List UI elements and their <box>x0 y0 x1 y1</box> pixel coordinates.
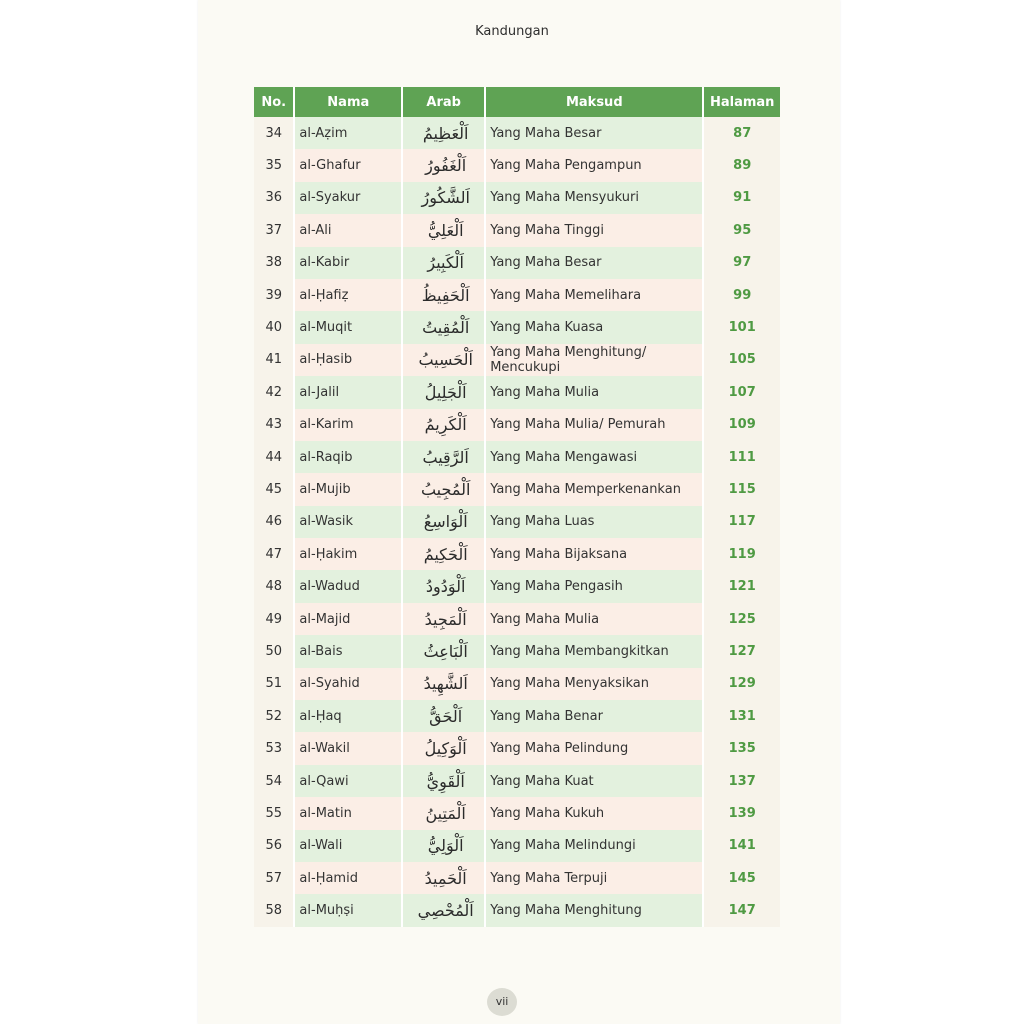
column-header-no: No. <box>254 87 295 117</box>
cell-no: 53 <box>254 732 295 764</box>
cell-halaman: 117 <box>704 506 780 538</box>
cell-maksud: Yang Maha Terpuji <box>486 862 704 894</box>
cell-no: 56 <box>254 830 295 862</box>
column-header-maksud: Maksud <box>486 87 704 117</box>
cell-halaman: 89 <box>704 149 780 181</box>
cell-halaman: 105 <box>704 344 780 376</box>
cell-arab: اَلْحَقُّ <box>403 700 486 732</box>
table-row <box>254 830 780 862</box>
cell-no: 35 <box>254 149 295 181</box>
cell-no: 57 <box>254 862 295 894</box>
cell-maksud: Yang Maha Luas <box>486 506 704 538</box>
table-row <box>254 538 780 570</box>
table-row <box>254 247 780 279</box>
cell-halaman: 137 <box>704 765 780 797</box>
cell-halaman: 91 <box>704 182 780 214</box>
cell-maksud: Yang Maha Pengasih <box>486 570 704 602</box>
cell-arab: اَلْغَفُورُ <box>403 149 486 181</box>
cell-nama: al-Ḥaq <box>295 700 403 732</box>
cell-nama: al-Majid <box>295 603 403 635</box>
cell-no: 40 <box>254 311 295 343</box>
cell-nama: al-Ali <box>295 214 403 246</box>
table-row <box>254 635 780 667</box>
cell-maksud: Yang Maha Benar <box>486 700 704 732</box>
cell-halaman: 97 <box>704 247 780 279</box>
table-row <box>254 441 780 473</box>
cell-maksud: Yang Maha Kukuh <box>486 797 704 829</box>
cell-no: 47 <box>254 538 295 570</box>
cell-nama: al-Muḥṣi <box>295 894 403 926</box>
cell-arab: اَلرَّقِيبُ <box>403 441 486 473</box>
cell-arab: اَلْعَلِيُّ <box>403 214 486 246</box>
page-title: Kandungan <box>475 24 549 39</box>
cell-maksud: Yang Maha Kuat <box>486 765 704 797</box>
cell-arab: اَلْحَفِيظُ <box>403 279 486 311</box>
table-row <box>254 797 780 829</box>
cell-maksud: Yang Maha Menghitung/ Mencukupi <box>486 344 704 376</box>
cell-arab: اَلشَّهِيدُ <box>403 668 486 700</box>
table-row <box>254 570 780 602</box>
cell-maksud: Yang Maha Mulia/ Pemurah <box>486 409 704 441</box>
contents-table <box>254 87 780 927</box>
cell-maksud: Yang Maha Mengawasi <box>486 441 704 473</box>
cell-nama: al-Jalil <box>295 376 403 408</box>
cell-no: 38 <box>254 247 295 279</box>
table-row <box>254 311 780 343</box>
cell-nama: al-Aẓim <box>295 117 403 149</box>
cell-arab: اَلْبَاعِثُ <box>403 635 486 667</box>
cell-no: 54 <box>254 765 295 797</box>
cell-halaman: 121 <box>704 570 780 602</box>
cell-halaman: 125 <box>704 603 780 635</box>
table-row <box>254 473 780 505</box>
cell-arab: اَلْوَكِيلُ <box>403 732 486 764</box>
cell-nama: al-Ghafur <box>295 149 403 181</box>
table-row <box>254 603 780 635</box>
cell-maksud: Yang Maha Mensyukuri <box>486 182 704 214</box>
cell-arab: اَلْوَلِيُّ <box>403 830 486 862</box>
cell-no: 49 <box>254 603 295 635</box>
table-row <box>254 668 780 700</box>
cell-maksud: Yang Maha Menghitung <box>486 894 704 926</box>
table-row <box>254 182 780 214</box>
cell-halaman: 111 <box>704 441 780 473</box>
table-row <box>254 214 780 246</box>
cell-maksud: Yang Maha Tinggi <box>486 214 704 246</box>
cell-arab: اَلْعَظِيمُ <box>403 117 486 149</box>
cell-maksud: Yang Maha Besar <box>486 117 704 149</box>
cell-no: 37 <box>254 214 295 246</box>
cell-arab: اَلْوَاسِعُ <box>403 506 486 538</box>
table-row <box>254 376 780 408</box>
cell-maksud: Yang Maha Membangkitkan <box>486 635 704 667</box>
cell-arab: اَلْحَكِيمُ <box>403 538 486 570</box>
cell-arab: اَلْمُقِيتُ <box>403 311 486 343</box>
cell-halaman: 147 <box>704 894 780 926</box>
cell-arab: اَلْمَجِيدُ <box>403 603 486 635</box>
cell-halaman: 115 <box>704 473 780 505</box>
cell-maksud: Yang Maha Memperkenankan <box>486 473 704 505</box>
cell-nama: al-Wakil <box>295 732 403 764</box>
cell-no: 44 <box>254 441 295 473</box>
table-row <box>254 862 780 894</box>
cell-halaman: 99 <box>704 279 780 311</box>
cell-nama: al-Wasik <box>295 506 403 538</box>
cell-maksud: Yang Maha Melindungi <box>486 830 704 862</box>
cell-no: 42 <box>254 376 295 408</box>
column-header-nama: Nama <box>295 87 403 117</box>
cell-no: 43 <box>254 409 295 441</box>
cell-nama: al-Raqib <box>295 441 403 473</box>
cell-maksud: Yang Maha Pengampun <box>486 149 704 181</box>
cell-nama: al-Syahid <box>295 668 403 700</box>
table-row <box>254 732 780 764</box>
cell-maksud: Yang Maha Memelihara <box>486 279 704 311</box>
cell-halaman: 119 <box>704 538 780 570</box>
cell-no: 48 <box>254 570 295 602</box>
cell-arab: اَلْجَلِيلُ <box>403 376 486 408</box>
cell-halaman: 129 <box>704 668 780 700</box>
cell-no: 52 <box>254 700 295 732</box>
cell-arab: اَلْقَوِيُّ <box>403 765 486 797</box>
cell-halaman: 101 <box>704 311 780 343</box>
cell-no: 50 <box>254 635 295 667</box>
cell-halaman: 107 <box>704 376 780 408</box>
cell-maksud: Yang Maha Kuasa <box>486 311 704 343</box>
cell-maksud: Yang Maha Bijaksana <box>486 538 704 570</box>
cell-maksud: Yang Maha Besar <box>486 247 704 279</box>
cell-nama: al-Wali <box>295 830 403 862</box>
cell-no: 45 <box>254 473 295 505</box>
table-row <box>254 409 780 441</box>
cell-no: 34 <box>254 117 295 149</box>
cell-nama: al-Mujib <box>295 473 403 505</box>
cell-halaman: 127 <box>704 635 780 667</box>
table-row <box>254 279 780 311</box>
column-header-halaman: Halaman <box>704 87 780 117</box>
cell-nama: al-Syakur <box>295 182 403 214</box>
table-row <box>254 117 780 149</box>
cell-nama: al-Wadud <box>295 570 403 602</box>
cell-nama: al-Qawi <box>295 765 403 797</box>
cell-no: 51 <box>254 668 295 700</box>
table-row <box>254 894 780 926</box>
cell-no: 55 <box>254 797 295 829</box>
column-header-arab: Arab <box>403 87 486 117</box>
cell-arab: اَلْمُحْصِي <box>403 894 486 926</box>
cell-nama: al-Ḥamid <box>295 862 403 894</box>
cell-halaman: 95 <box>704 214 780 246</box>
cell-arab: اَلْمَتِينُ <box>403 797 486 829</box>
cell-no: 39 <box>254 279 295 311</box>
cell-maksud: Yang Maha Mulia <box>486 603 704 635</box>
cell-maksud: Yang Maha Mulia <box>486 376 704 408</box>
cell-nama: al-Bais <box>295 635 403 667</box>
cell-halaman: 145 <box>704 862 780 894</box>
cell-arab: اَلْكَبِيرُ <box>403 247 486 279</box>
cell-arab: اَلْمُجِيبُ <box>403 473 486 505</box>
cell-nama: al-Karim <box>295 409 403 441</box>
cell-nama: al-Kabir <box>295 247 403 279</box>
cell-halaman: 135 <box>704 732 780 764</box>
cell-arab: اَلشَّكُورُ <box>403 182 486 214</box>
cell-halaman: 131 <box>704 700 780 732</box>
page-number: vii <box>487 988 517 1016</box>
cell-no: 46 <box>254 506 295 538</box>
cell-maksud: Yang Maha Menyaksikan <box>486 668 704 700</box>
cell-nama: al-Matin <box>295 797 403 829</box>
cell-nama: al-Ḥasib <box>295 344 403 376</box>
table-row <box>254 700 780 732</box>
cell-nama: al-Ḥakim <box>295 538 403 570</box>
cell-arab: اَلْحَسِيبُ <box>403 344 486 376</box>
cell-no: 41 <box>254 344 295 376</box>
cell-no: 58 <box>254 894 295 926</box>
cell-halaman: 87 <box>704 117 780 149</box>
table-row <box>254 506 780 538</box>
table-row <box>254 765 780 797</box>
cell-maksud: Yang Maha Pelindung <box>486 732 704 764</box>
cell-halaman: 109 <box>704 409 780 441</box>
table-row <box>254 149 780 181</box>
table-header-row <box>254 87 780 117</box>
cell-halaman: 139 <box>704 797 780 829</box>
cell-arab: اَلْكَرِيمُ <box>403 409 486 441</box>
cell-halaman: 141 <box>704 830 780 862</box>
cell-nama: al-Ḥafiẓ <box>295 279 403 311</box>
cell-arab: اَلْحَمِيدُ <box>403 862 486 894</box>
cell-arab: اَلْوَدُودُ <box>403 570 486 602</box>
cell-nama: al-Muqit <box>295 311 403 343</box>
cell-no: 36 <box>254 182 295 214</box>
table-row <box>254 344 780 376</box>
